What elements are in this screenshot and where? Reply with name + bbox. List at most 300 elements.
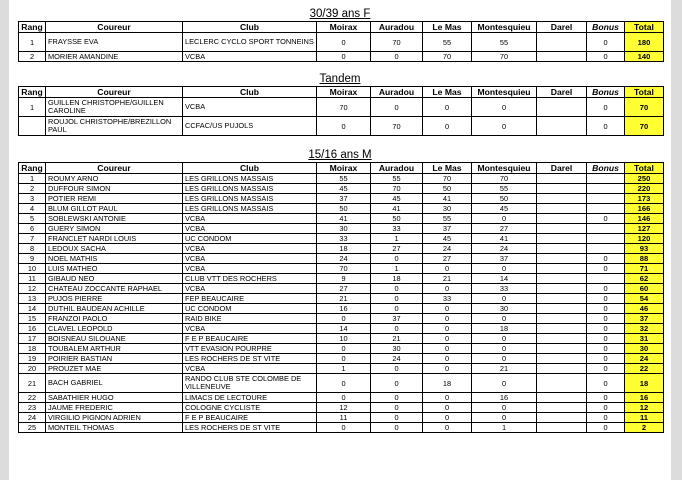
cell-auradou: 37 (371, 314, 423, 324)
cell-coureur: DUTHIL BAUDEAN ACHILLE (46, 304, 183, 314)
cell-lemas: 0 (423, 364, 472, 374)
cell-rang: 23 (19, 403, 46, 413)
cell-bonus: 0 (587, 344, 625, 354)
cell-total: 180 (625, 33, 664, 52)
cell-coureur: POTIER REMI (46, 194, 183, 204)
cell-auradou: 21 (371, 334, 423, 344)
cell-coureur: NOEL MATHIS (46, 254, 183, 264)
cell-total: 31 (625, 334, 664, 344)
cell-auradou: 0 (371, 393, 423, 403)
cell-auradou: 0 (371, 374, 423, 393)
cell-bonus: 0 (587, 374, 625, 393)
cell-darel (537, 374, 587, 393)
cell-lemas: 0 (423, 413, 472, 423)
cell-coureur: BOISNEAU SILOUANE (46, 334, 183, 344)
table-row (19, 117, 664, 136)
table-row (19, 264, 664, 274)
column-header-darel: Darel (537, 87, 587, 98)
cell-rang: 10 (19, 264, 46, 274)
cell-club: CLUB VTT DES ROCHERS (183, 274, 317, 284)
column-header-auradou: Auradou (371, 22, 423, 33)
cell-club: UC CONDOM (183, 234, 317, 244)
cell-montesquieu: 27 (472, 224, 537, 234)
cell-club: VCBA (183, 214, 317, 224)
cell-lemas: 21 (423, 274, 472, 284)
cell-club: UC CONDOM (183, 304, 317, 314)
table-row (19, 304, 664, 314)
cell-coureur: FRAYSSE EVA (46, 33, 183, 52)
cell-total: 146 (625, 214, 664, 224)
cell-montesquieu: 0 (472, 294, 537, 304)
cell-darel (537, 364, 587, 374)
table-row (19, 52, 664, 62)
header-row (19, 163, 664, 174)
cell-total: 166 (625, 204, 664, 214)
cell-rang: 9 (19, 254, 46, 264)
cell-rang (19, 117, 46, 136)
column-header-moirax: Moirax (317, 163, 371, 174)
cell-darel (537, 52, 587, 62)
cell-darel (537, 294, 587, 304)
cell-lemas: 0 (423, 324, 472, 334)
column-header-montesquieu: Montesquieu (472, 163, 537, 174)
table-row (19, 204, 664, 214)
cell-moirax: 70 (317, 98, 371, 117)
cell-lemas: 0 (423, 354, 472, 364)
cell-coureur: DUFFOUR SIMON (46, 184, 183, 194)
section-title: Tandem (319, 73, 361, 85)
cell-total: 173 (625, 194, 664, 204)
cell-bonus: 0 (587, 393, 625, 403)
cell-bonus (587, 224, 625, 234)
cell-coureur: GUERY SIMON (46, 224, 183, 234)
cell-bonus: 0 (587, 423, 625, 433)
cell-lemas: 0 (423, 98, 472, 117)
cell-moirax: 9 (317, 274, 371, 284)
section-title: 30/39 ans F (309, 8, 371, 20)
cell-total: 37 (625, 314, 664, 324)
cell-montesquieu: 33 (472, 284, 537, 294)
cell-total: 32 (625, 324, 664, 334)
cell-auradou: 1 (371, 234, 423, 244)
table-row (19, 194, 664, 204)
cell-darel (537, 234, 587, 244)
cell-rang: 1 (19, 98, 46, 117)
cell-rang: 1 (19, 33, 46, 52)
cell-moirax: 1 (317, 364, 371, 374)
cell-auradou: 0 (371, 254, 423, 264)
header-row (19, 87, 664, 98)
column-header-rang: Rang (19, 22, 46, 33)
cell-bonus: 0 (587, 254, 625, 264)
cell-club: F E P BEAUCAIRE (183, 413, 317, 423)
cell-auradou: 0 (371, 284, 423, 294)
table-row (19, 234, 664, 244)
column-header-rang: Rang (19, 163, 46, 174)
cell-moirax: 27 (317, 284, 371, 294)
cell-moirax: 70 (317, 264, 371, 274)
cell-bonus: 0 (587, 264, 625, 274)
cell-coureur: MONTEIL THOMAS (46, 423, 183, 433)
cell-moirax: 0 (317, 354, 371, 364)
table-row (19, 364, 664, 374)
cell-darel (537, 214, 587, 224)
cell-auradou: 45 (371, 194, 423, 204)
column-header-bonus: Bonus (587, 87, 625, 98)
cell-darel (537, 314, 587, 324)
cell-moirax: 0 (317, 374, 371, 393)
cell-total: 70 (625, 98, 664, 117)
cell-coureur: TOUBALEM ARTHUR (46, 344, 183, 354)
cell-lemas: 37 (423, 224, 472, 234)
results-table (18, 162, 664, 433)
cell-bonus: 0 (587, 324, 625, 334)
cell-rang: 11 (19, 274, 46, 284)
column-header-coureur: Coureur (46, 87, 183, 98)
cell-coureur: BACH GABRIEL (46, 374, 183, 393)
cell-total: 11 (625, 413, 664, 423)
cell-montesquieu: 37 (472, 254, 537, 264)
cell-total: 60 (625, 284, 664, 294)
cell-rang: 16 (19, 324, 46, 334)
table-row (19, 184, 664, 194)
cell-bonus: 0 (587, 364, 625, 374)
cell-total: 120 (625, 234, 664, 244)
table-row (19, 174, 664, 184)
cell-auradou: 0 (371, 423, 423, 433)
cell-club: VCBA (183, 254, 317, 264)
cell-darel (537, 244, 587, 254)
cell-rang: 7 (19, 234, 46, 244)
table-row (19, 254, 664, 264)
cell-club: LIMACS DE LECTOURE (183, 393, 317, 403)
cell-montesquieu: 24 (472, 244, 537, 254)
cell-auradou: 70 (371, 117, 423, 136)
cell-coureur: CLAVEL LEOPOLD (46, 324, 183, 334)
cell-auradou: 24 (371, 354, 423, 364)
cell-bonus (587, 194, 625, 204)
cell-club: CCFAC/US PUJOLS (183, 117, 317, 136)
cell-moirax: 55 (317, 174, 371, 184)
table-row (19, 224, 664, 234)
cell-club: LES GRILLONS MASSAIS (183, 194, 317, 204)
table-row (19, 33, 664, 52)
cell-moirax: 14 (317, 324, 371, 334)
cell-lemas: 0 (423, 344, 472, 354)
table-row (19, 274, 664, 284)
cell-total: 93 (625, 244, 664, 254)
cell-lemas: 27 (423, 254, 472, 264)
table-row (19, 344, 664, 354)
cell-darel (537, 264, 587, 274)
cell-bonus: 0 (587, 98, 625, 117)
cell-rang: 15 (19, 314, 46, 324)
cell-auradou: 1 (371, 264, 423, 274)
cell-rang: 20 (19, 364, 46, 374)
cell-coureur: PROUZET MAE (46, 364, 183, 374)
cell-lemas: 24 (423, 244, 472, 254)
cell-darel (537, 274, 587, 284)
cell-bonus (587, 174, 625, 184)
cell-total: 250 (625, 174, 664, 184)
cell-total: 127 (625, 224, 664, 234)
cell-moirax: 11 (317, 413, 371, 423)
table-row (19, 98, 664, 117)
column-header-coureur: Coureur (46, 163, 183, 174)
cell-moirax: 0 (317, 344, 371, 354)
cell-montesquieu: 0 (472, 264, 537, 274)
cell-lemas: 70 (423, 174, 472, 184)
results-table (18, 86, 664, 136)
cell-montesquieu: 0 (472, 214, 537, 224)
cell-montesquieu: 16 (472, 393, 537, 403)
cell-auradou: 0 (371, 98, 423, 117)
cell-moirax: 0 (317, 52, 371, 62)
cell-club: VCBA (183, 264, 317, 274)
cell-moirax: 41 (317, 214, 371, 224)
column-header-montesquieu: Montesquieu (472, 87, 537, 98)
cell-coureur: LUIS MATHEO (46, 264, 183, 274)
cell-club: LES ROCHERS DE ST VITE (183, 423, 317, 433)
section-title: 15/16 ans M (308, 149, 372, 161)
cell-club: VCBA (183, 284, 317, 294)
cell-lemas: 0 (423, 403, 472, 413)
cell-auradou: 55 (371, 174, 423, 184)
cell-club: LECLERC CYCLO SPORT TONNEINS (183, 33, 317, 52)
cell-montesquieu: 0 (472, 403, 537, 413)
cell-club: LES GRILLONS MASSAIS (183, 204, 317, 214)
cell-moirax: 30 (317, 224, 371, 234)
cell-montesquieu: 18 (472, 324, 537, 334)
cell-lemas: 0 (423, 314, 472, 324)
results-sheet (9, 0, 671, 480)
cell-rang: 3 (19, 194, 46, 204)
cell-bonus: 0 (587, 314, 625, 324)
cell-moirax: 24 (317, 254, 371, 264)
cell-coureur: PUJOS PIERRE (46, 294, 183, 304)
cell-coureur: GIBAUD NEO (46, 274, 183, 284)
table-row (19, 284, 664, 294)
cell-bonus (587, 204, 625, 214)
cell-club: LES GRILLONS MASSAIS (183, 174, 317, 184)
cell-total: 54 (625, 294, 664, 304)
table-row (19, 413, 664, 423)
cell-auradou: 70 (371, 184, 423, 194)
cell-moirax: 50 (317, 204, 371, 214)
cell-darel (537, 334, 587, 344)
cell-bonus: 0 (587, 52, 625, 62)
cell-darel (537, 344, 587, 354)
cell-moirax: 12 (317, 403, 371, 413)
cell-lemas: 0 (423, 284, 472, 294)
cell-coureur: ROUJOL CHRISTOPHE/BREZILLON PAUL (46, 117, 183, 136)
cell-rang: 17 (19, 334, 46, 344)
cell-bonus: 0 (587, 354, 625, 364)
cell-darel (537, 393, 587, 403)
cell-club: VCBA (183, 364, 317, 374)
cell-lemas: 0 (423, 264, 472, 274)
column-header-auradou: Auradou (371, 87, 423, 98)
cell-darel (537, 98, 587, 117)
cell-moirax: 0 (317, 33, 371, 52)
cell-lemas: 0 (423, 304, 472, 314)
cell-auradou: 18 (371, 274, 423, 284)
cell-moirax: 0 (317, 393, 371, 403)
cell-darel (537, 423, 587, 433)
column-header-bonus: Bonus (587, 22, 625, 33)
cell-bonus: 0 (587, 403, 625, 413)
cell-moirax: 33 (317, 234, 371, 244)
cell-total: 71 (625, 264, 664, 274)
cell-montesquieu: 50 (472, 194, 537, 204)
cell-rang: 19 (19, 354, 46, 364)
cell-coureur: POIRIER BASTIAN (46, 354, 183, 364)
cell-moirax: 10 (317, 334, 371, 344)
cell-bonus: 0 (587, 294, 625, 304)
column-header-total: Total (625, 87, 664, 98)
cell-lemas: 0 (423, 393, 472, 403)
column-header-lemas: Le Mas (423, 87, 472, 98)
column-header-bonus: Bonus (587, 163, 625, 174)
cell-rang: 25 (19, 423, 46, 433)
cell-bonus: 0 (587, 284, 625, 294)
cell-total: 46 (625, 304, 664, 314)
cell-total: 30 (625, 344, 664, 354)
cell-montesquieu: 1 (472, 423, 537, 433)
table-row (19, 403, 664, 413)
cell-rang: 12 (19, 284, 46, 294)
cell-rang: 24 (19, 413, 46, 423)
cell-montesquieu: 70 (472, 52, 537, 62)
table-row (19, 334, 664, 344)
cell-lemas: 41 (423, 194, 472, 204)
cell-rang: 2 (19, 52, 46, 62)
cell-montesquieu: 0 (472, 334, 537, 344)
cell-total: 18 (625, 374, 664, 393)
cell-total: 220 (625, 184, 664, 194)
column-header-lemas: Le Mas (423, 22, 472, 33)
cell-total: 24 (625, 354, 664, 364)
cell-coureur: LEDOUX SACHA (46, 244, 183, 254)
cell-darel (537, 324, 587, 334)
cell-darel (537, 174, 587, 184)
cell-bonus: 0 (587, 413, 625, 423)
cell-rang: 13 (19, 294, 46, 304)
cell-lemas: 55 (423, 214, 472, 224)
cell-auradou: 70 (371, 33, 423, 52)
table-row (19, 244, 664, 254)
cell-montesquieu: 0 (472, 98, 537, 117)
cell-lemas: 0 (423, 334, 472, 344)
table-row (19, 423, 664, 433)
cell-bonus (587, 274, 625, 284)
column-header-club: Club (183, 163, 317, 174)
cell-montesquieu: 21 (472, 364, 537, 374)
cell-total: 140 (625, 52, 664, 62)
cell-darel (537, 184, 587, 194)
cell-club: COLOGNE CYCLISTE (183, 403, 317, 413)
cell-montesquieu: 0 (472, 117, 537, 136)
table-row (19, 393, 664, 403)
header-row (19, 22, 664, 33)
cell-bonus: 0 (587, 214, 625, 224)
cell-rang: 6 (19, 224, 46, 234)
cell-montesquieu: 55 (472, 184, 537, 194)
cell-darel (537, 194, 587, 204)
cell-auradou: 0 (371, 403, 423, 413)
cell-auradou: 0 (371, 304, 423, 314)
cell-moirax: 45 (317, 184, 371, 194)
cell-club: RAID BIKE (183, 314, 317, 324)
cell-rang: 14 (19, 304, 46, 314)
cell-auradou: 50 (371, 214, 423, 224)
cell-montesquieu: 30 (472, 304, 537, 314)
cell-moirax: 21 (317, 294, 371, 304)
cell-bonus: 0 (587, 334, 625, 344)
table-row (19, 374, 664, 393)
cell-rang: 8 (19, 244, 46, 254)
cell-club: FEP BEAUCAIRE (183, 294, 317, 304)
cell-total: 2 (625, 423, 664, 433)
cell-darel (537, 117, 587, 136)
cell-auradou: 0 (371, 364, 423, 374)
cell-moirax: 18 (317, 244, 371, 254)
column-header-moirax: Moirax (317, 87, 371, 98)
cell-rang: 5 (19, 214, 46, 224)
cell-coureur: CHATEAU ZOCCANTE RAPHAEL (46, 284, 183, 294)
cell-bonus: 0 (587, 304, 625, 314)
cell-club: VCBA (183, 244, 317, 254)
results-table (18, 21, 664, 62)
cell-coureur: SABATHIER HUGO (46, 393, 183, 403)
cell-coureur: GUILLEN CHRISTOPHE/GUILLEN CAROLINE (46, 98, 183, 117)
cell-auradou: 30 (371, 344, 423, 354)
cell-rang: 1 (19, 174, 46, 184)
cell-club: RANDO CLUB STE COLOMBE DE VILLENEUVE (183, 374, 317, 393)
column-header-total: Total (625, 163, 664, 174)
column-header-rang: Rang (19, 87, 46, 98)
column-header-darel: Darel (537, 163, 587, 174)
cell-total: 22 (625, 364, 664, 374)
column-header-lemas: Le Mas (423, 163, 472, 174)
column-header-auradou: Auradou (371, 163, 423, 174)
cell-club: LES ROCHERS DE ST VITE (183, 354, 317, 364)
cell-coureur: ROUMY ARNO (46, 174, 183, 184)
cell-rang: 21 (19, 374, 46, 393)
cell-montesquieu: 0 (472, 374, 537, 393)
cell-auradou: 0 (371, 294, 423, 304)
cell-bonus: 0 (587, 117, 625, 136)
cell-coureur: FRANZOI PAOLO (46, 314, 183, 324)
cell-club: VTT EVASION POURPRE (183, 344, 317, 354)
cell-auradou: 0 (371, 413, 423, 423)
cell-lemas: 50 (423, 184, 472, 194)
cell-darel (537, 413, 587, 423)
cell-coureur: MORIER AMANDINE (46, 52, 183, 62)
cell-auradou: 0 (371, 52, 423, 62)
cell-auradou: 41 (371, 204, 423, 214)
cell-montesquieu: 0 (472, 354, 537, 364)
cell-montesquieu: 14 (472, 274, 537, 284)
cell-lemas: 55 (423, 33, 472, 52)
cell-darel (537, 33, 587, 52)
column-header-coureur: Coureur (46, 22, 183, 33)
cell-lemas: 33 (423, 294, 472, 304)
cell-rang: 18 (19, 344, 46, 354)
cell-coureur: VIRGILIO PIGNON ADRIEN (46, 413, 183, 423)
cell-coureur: SOBLEWSKI ANTONIE (46, 214, 183, 224)
cell-montesquieu: 55 (472, 33, 537, 52)
